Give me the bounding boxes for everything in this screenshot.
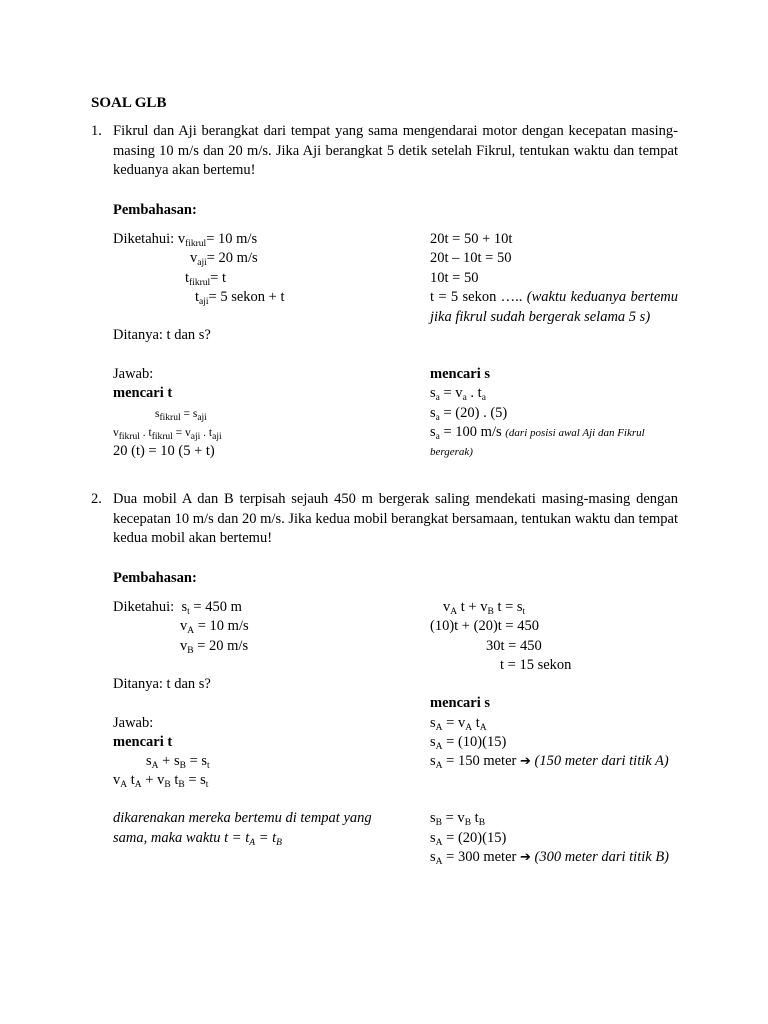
q2-sa-line-3: $s_A = 150$ meter ➔ (150 meter dari titik A) <box>430 753 669 771</box>
q1-s-line-2: $s_a = (20)$ . (5) <box>430 405 508 423</box>
arrow-right-icon: ➔ <box>519 754 531 769</box>
q1-s-line-1: $s_a = v_a$ . $t_a$ <box>430 385 486 403</box>
q1-answer-label: Jawab: <box>113 366 154 382</box>
q2-equation-b: $v_A$ $t_A + v_B$ $t_B = s_t$ <box>113 772 209 790</box>
q1-known-line-2: $v_{aji}= 20$ m/s <box>190 250 258 268</box>
q1-known-line-4: $t_{aji}= 5$ sekon + t <box>195 289 285 307</box>
q2-asked: Ditanya: t dan s? <box>113 676 211 692</box>
question-1-number: 1. <box>91 123 102 139</box>
q2-find-t-heading: mencari t <box>113 734 173 750</box>
q1-equation-b: $v_{fikrul}$ . $t_{fikrul} = v_{aji}$ . $t_{aji}$ <box>113 427 222 442</box>
q2-answer-label: Jawab: <box>113 715 154 731</box>
q2-equation-a: $s_A + s_B = s_t$ <box>146 753 210 771</box>
q2-known-line-2: $v_A = 10$ m/s <box>180 618 249 636</box>
q2-sa-line-1: $s_A = v_A$ $t_A$ <box>430 715 487 733</box>
q2-sa-line-2: $s_A = (10)(15)$ <box>430 734 507 752</box>
question-1-text: Fikrul dan Aji berangkat dari tempat yang sama mengendarai motor dengan kecepatan masing-masing 10 m/s dan 20 m/s. Jika Aji berangkat 5 detik setelah Fikrul, tentukan waktu dan tempat keduanya akan bertemu! <box>113 123 678 178</box>
q2-known-line-3: $v_B = 20$ m/s <box>180 638 249 656</box>
q1-discussion-heading: Pembahasan: <box>113 202 197 218</box>
arrow-right-icon: ➔ <box>519 850 531 865</box>
q1-find-t-heading: mencari t <box>113 385 173 401</box>
q1-find-s-heading: mencari s <box>430 366 490 382</box>
q2-right-line-2: (10)t + (20)t = 450 <box>430 618 539 634</box>
q1-known-line-1: Diketahui: $v_{fikrul}= 10$ m/s <box>113 231 258 249</box>
q2-sb-line-1: $s_B = v_B$ $t_B$ <box>430 810 486 828</box>
q1-right-line-3: 10t = 50 <box>430 270 479 286</box>
q2-known-line-1: Diketahui: $s_t = 450$ m <box>113 599 242 617</box>
q2-right-line-3: 30t = 450 <box>486 638 542 654</box>
q1-asked: Ditanya: t dan s? <box>113 327 211 343</box>
q2-discussion-heading: Pembahasan: <box>113 570 197 586</box>
q2-sb-line-2: $s_A = (20)(15)$ <box>430 830 507 848</box>
q2-find-s-heading: mencari s <box>430 695 490 711</box>
q1-right-result: t = 5 sekon ….. (waktu keduanya bertemu jika fikrul sudah bergerak selama 5 s) <box>430 289 678 325</box>
q2-time-note: dikarenakan mereka bertemu di tempat yang sama, maka waktu $t = t_A = t_B$ <box>113 810 372 848</box>
q2-sb-line-3: $s_A = 300$ meter ➔ (300 meter dari titik B) <box>430 849 670 867</box>
page-title: SOAL GLB <box>91 95 167 111</box>
q1-equation-a: $s_{fikrul} = s_{aji}$ <box>155 408 207 423</box>
q1-s-line-3: $s_a = 100$ m/s (dari posisi awal Aji dan Fikrul bergerak) <box>430 424 645 458</box>
q2-right-line-4: t = 15 sekon <box>500 657 572 673</box>
question-2-number: 2. <box>91 491 102 507</box>
question-2-text: Dua mobil A dan B terpisah sejauh 450 m bergerak saling mendekati masing-masing dengan kecepatan 10 m/s dan 20 m/s. Jika kedua mobil berangkat bersamaan, tentukan waktu dan tempat kedua mobil akan bertemu! <box>113 491 678 546</box>
q1-right-line-1: 20t = 50 + 10t <box>430 231 513 247</box>
q1-right-line-2: 20t – 10t = 50 <box>430 250 512 266</box>
q1-equation-c: 20 (t) = 10 (5 + t) <box>113 443 215 459</box>
q1-known-line-3: $t_{fikrul}= t$ <box>185 270 226 288</box>
q2-right-line-1: $v_A$ $t + v_B$ $t = s_t$ <box>443 599 526 617</box>
